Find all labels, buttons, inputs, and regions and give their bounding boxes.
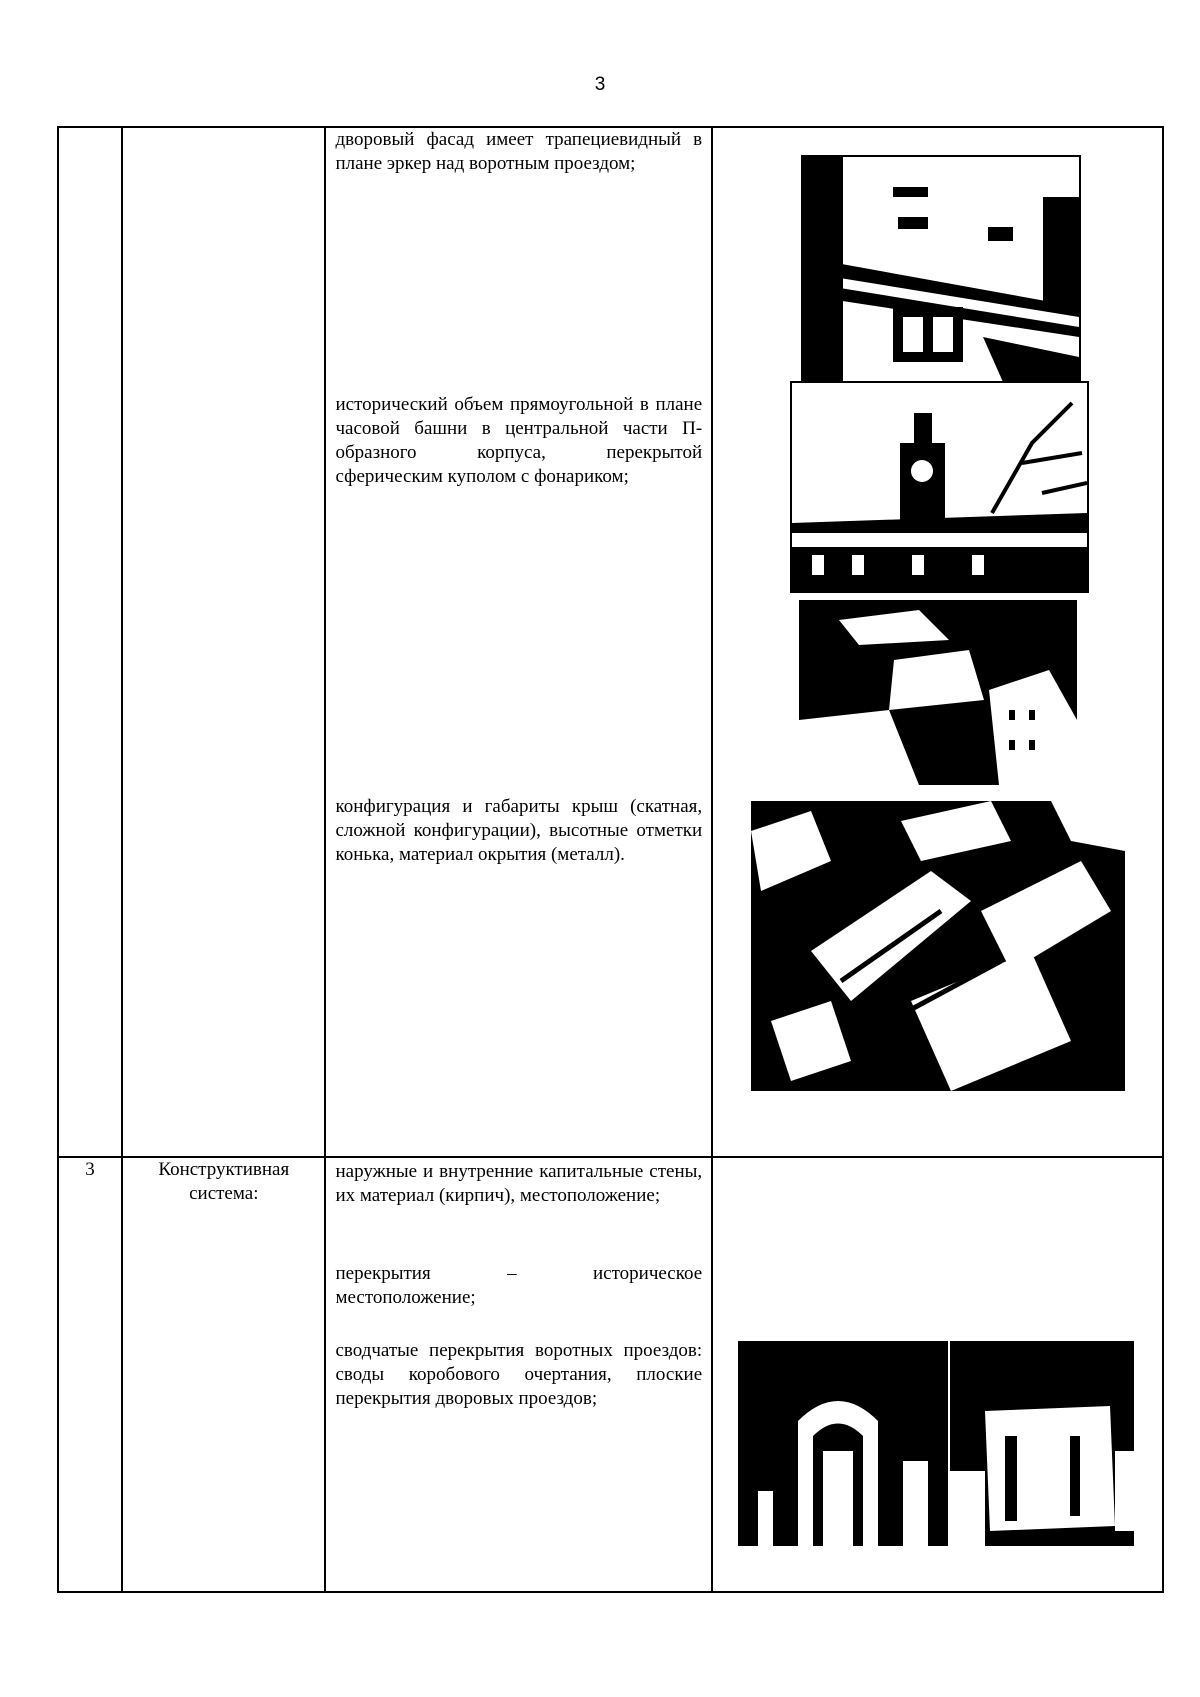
feature-item: исторический объем прямоугольной в плане часовой башни в центральной части П-образного корпуса, перекрытой сферическим куполом с фонариком;: [335, 394, 703, 487]
aerial-roof-photo: [751, 801, 1125, 1091]
features-cell: [325, 1157, 712, 1592]
feature-item: конфигурация и габариты крыш (скатная, сложной конфигурации), высотные отметки конька, материал окрытия (металл).: [335, 796, 703, 865]
system-cell: Конструктивная система:: [122, 1157, 325, 1592]
vaulted-passage-photo: [738, 1341, 948, 1546]
feature-item: наружные и внутренние капитальные стены, их материал (кирпич), местоположение;: [335, 1161, 703, 1206]
clock-tower-photo: [790, 381, 1089, 593]
photos-cell: [712, 1157, 1163, 1592]
feature-item: сводчатые перекрытия воротных проездов: своды коробового очертания, плоские перекрытия дворовых проездов;: [335, 1340, 703, 1409]
row-number-cell: 3: [58, 1157, 122, 1592]
system-cell: [122, 127, 325, 1157]
feature-item: дворовый фасад имеет трапециевидный в плане эркер над воротным проездом;: [335, 129, 703, 174]
feature-item: перекрытия – историческое местоположение;: [335, 1263, 703, 1308]
photos-cell: [712, 127, 1163, 1157]
features-cell: [325, 127, 712, 1157]
table-row: [58, 127, 1163, 1157]
monument-features-table: [57, 126, 1164, 1593]
rooftop-view-photo: [799, 600, 1077, 785]
table-row: [58, 1157, 1163, 1592]
row-number-cell: [58, 127, 122, 1157]
page-number: 3: [594, 74, 606, 95]
flat-ceiling-passage-photo: [950, 1341, 1134, 1546]
facade-erker-photo: [801, 155, 1081, 384]
